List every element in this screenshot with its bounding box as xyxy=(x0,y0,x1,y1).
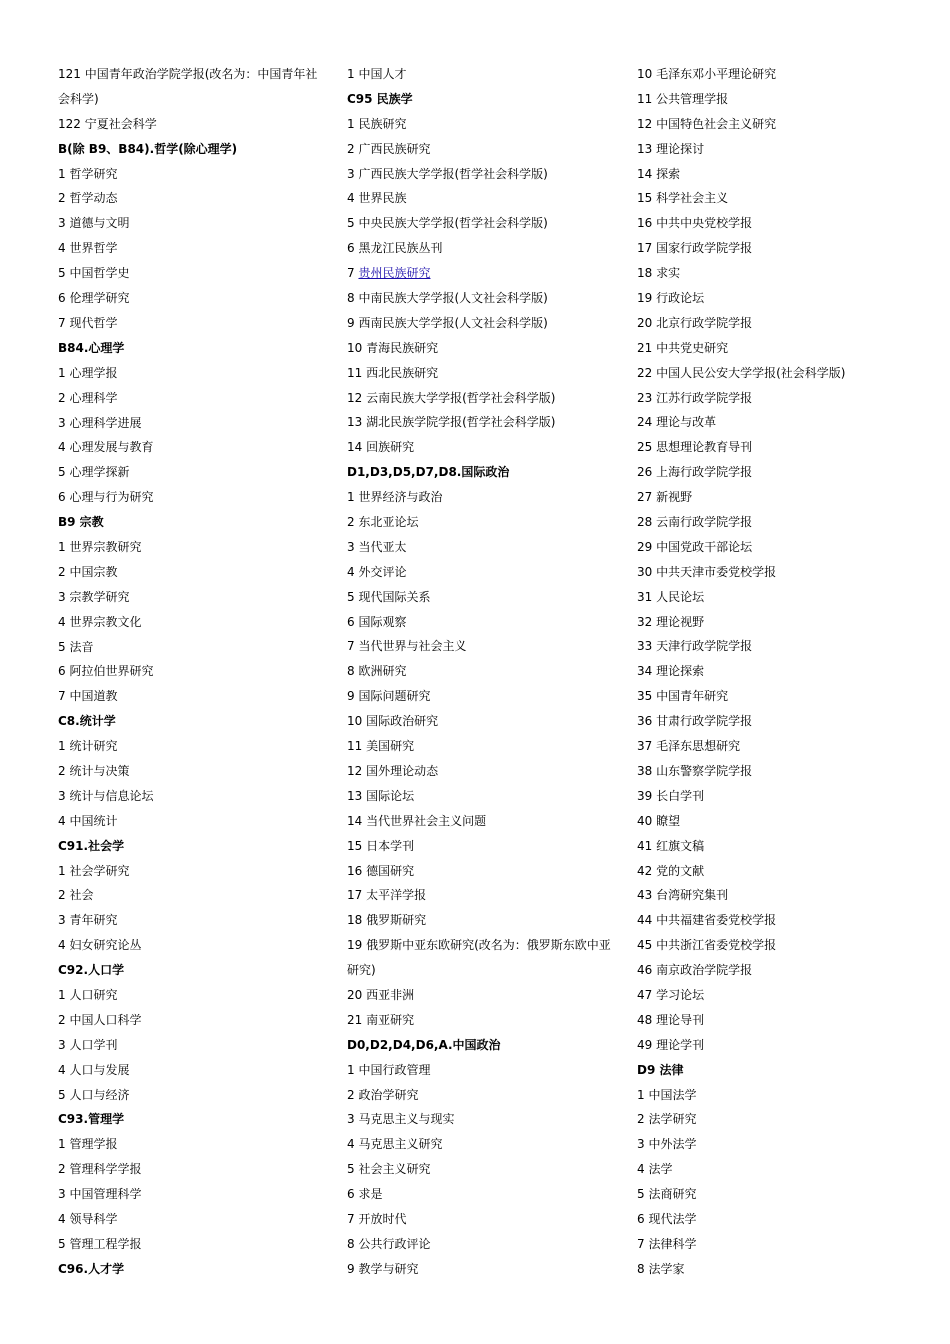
list-item: 2 中国人口科学 xyxy=(58,1012,142,1027)
list-item: 4 马克思主义研究 xyxy=(347,1137,443,1152)
list-item: 20 西亚非洲 xyxy=(347,987,415,1002)
list-item: 8 法学家 xyxy=(637,1261,685,1276)
list-item: 46 南京政治学院学报 xyxy=(637,963,753,978)
list-item: 13 湖北民族学院学报(哲学社会科学版) xyxy=(347,415,556,430)
list-item: 4 世界宗教文化 xyxy=(58,614,142,629)
list-item: 12 云南民族大学学报(哲学社会科学版) xyxy=(347,390,556,405)
list-item: 4 世界民族 xyxy=(347,191,407,206)
list-item: 40 瞭望 xyxy=(637,813,681,828)
list-item: 12 国外理论动态 xyxy=(347,763,439,778)
list-item: 8 中南民族大学学报(人文社会科学版) xyxy=(347,291,548,306)
list-item: 7 当代世界与社会主义 xyxy=(347,639,467,654)
list-item: 12 中国特色社会主义研究 xyxy=(637,116,777,131)
list-item: 39 长白学刊 xyxy=(637,788,705,803)
list-item: 31 人民论坛 xyxy=(637,589,705,604)
list-item: 27 新视野 xyxy=(637,490,693,505)
list-item: 16 德国研究 xyxy=(347,863,415,878)
list-item: 3 人口学刊 xyxy=(58,1037,118,1052)
list-item: 7 法律科学 xyxy=(637,1236,697,1251)
list-item: 15 科学社会主义 xyxy=(637,191,729,206)
list-item: 42 党的文献 xyxy=(637,863,705,878)
list-item: 28 云南行政学院学报 xyxy=(637,515,753,530)
list-item: 5 现代国际关系 xyxy=(347,589,431,604)
list-item: 5 法商研究 xyxy=(637,1187,697,1202)
list-item xyxy=(347,261,617,286)
list-item: 3 广西民族大学学报(哲学社会科学版) xyxy=(347,166,548,181)
list-item: 13 国际论坛 xyxy=(347,788,415,803)
list-item: 16 中共中央党校学报 xyxy=(637,216,753,231)
list-item: 9 西南民族大学学报(人文社会科学版) xyxy=(347,315,548,330)
list-item: 4 外交评论 xyxy=(347,564,407,579)
list-item: 3 宗教学研究 xyxy=(58,589,130,604)
list-item: 3 中国管理科学 xyxy=(58,1187,142,1202)
list-item: 1 统计研究 xyxy=(58,739,118,754)
list-item: 5 中国哲学史 xyxy=(58,266,130,281)
list-item: 3 心理科学进展 xyxy=(58,415,142,430)
section-heading: D1,D3,D5,D7,D8.国际政治 xyxy=(347,465,510,480)
list-item: 121 中国青年政治学院学报(改名为：中国青年社会科学) xyxy=(58,67,318,106)
list-item: 7 现代哲学 xyxy=(58,315,118,330)
list-item: 35 中国青年研究 xyxy=(637,689,729,704)
list-item: 6 求是 xyxy=(347,1187,383,1202)
list-item: 9 国际问题研究 xyxy=(347,689,431,704)
list-item: 3 青年研究 xyxy=(58,913,118,928)
list-item: 122 宁夏社会科学 xyxy=(58,116,157,131)
section-heading: C92.人口学 xyxy=(58,963,125,978)
section-heading: B(除 B9、B84).哲学(除心理学) xyxy=(58,141,238,156)
list-item: 2 中国宗教 xyxy=(58,564,118,579)
list-item: 11 西北民族研究 xyxy=(347,365,439,380)
list-item: 4 世界哲学 xyxy=(58,241,118,256)
list-item: 44 中共福建省委党校学报 xyxy=(637,913,777,928)
list-item: 19 俄罗斯中亚东欧研究(改名为：俄罗斯东欧中亚研究) xyxy=(347,938,611,978)
journal-link[interactable]: 贵州民族研究 xyxy=(358,266,431,281)
list-item: 18 求实 xyxy=(637,266,681,281)
list-item: 2 法学研究 xyxy=(637,1112,697,1127)
list-item: 18 俄罗斯研究 xyxy=(347,913,427,928)
section-heading: C91.社会学 xyxy=(58,838,125,853)
list-item: 8 公共行政评论 xyxy=(347,1236,431,1251)
list-item: 7 中国道教 xyxy=(58,689,118,704)
list-item: 2 哲学动态 xyxy=(58,191,118,206)
column-middle xyxy=(347,62,617,1282)
section-heading: C8.统计学 xyxy=(58,714,116,729)
list-item: 47 学习论坛 xyxy=(637,987,705,1002)
list-item: 5 人口与经济 xyxy=(58,1087,130,1102)
list-item: 45 中共浙江省委党校学报 xyxy=(637,938,777,953)
list-item: 33 天津行政学院学报 xyxy=(637,639,753,654)
list-item: 1 世界经济与政治 xyxy=(347,490,443,505)
list-item: 13 理论探讨 xyxy=(637,141,705,156)
list-item: 5 社会主义研究 xyxy=(347,1162,431,1177)
list-item: 5 法音 xyxy=(58,639,94,654)
list-item: 36 甘肃行政学院学报 xyxy=(637,714,753,729)
list-item: 3 中外法学 xyxy=(637,1137,697,1152)
list-item: 1 社会学研究 xyxy=(58,863,130,878)
list-item: 2 东北亚论坛 xyxy=(347,515,419,530)
list-item: 21 南亚研究 xyxy=(347,1012,415,1027)
section-heading: C95 民族学 xyxy=(347,91,413,106)
list-item: 15 日本学刊 xyxy=(347,838,415,853)
list-item: 4 法学 xyxy=(637,1162,673,1177)
list-item: 5 中央民族大学学报(哲学社会科学版) xyxy=(347,216,548,231)
section-heading: C93.管理学 xyxy=(58,1112,125,1127)
list-item: 5 心理学探新 xyxy=(58,465,130,480)
section-heading: B84.心理学 xyxy=(58,340,125,355)
list-item: 8 欧洲研究 xyxy=(347,664,407,679)
list-item: 17 太平洋学报 xyxy=(347,888,427,903)
list-item: 10 毛泽东邓小平理论研究 xyxy=(637,67,777,81)
list-item: 3 统计与信息论坛 xyxy=(58,788,154,803)
list-item: 7 开放时代 xyxy=(347,1212,407,1226)
section-heading: D0,D2,D4,D6,A.中国政治 xyxy=(347,1037,501,1052)
list-item: 41 红旗文稿 xyxy=(637,838,705,853)
list-item: 22 中国人民公安大学学报(社会科学版) xyxy=(637,365,846,380)
list-item: 11 公共管理学报 xyxy=(637,91,729,106)
list-item: 34 理论探索 xyxy=(637,664,705,679)
list-item: 4 中国统计 xyxy=(58,813,118,828)
list-item: 2 心理科学 xyxy=(58,390,118,405)
list-item: 3 当代亚太 xyxy=(347,539,407,554)
list-item: 1 哲学研究 xyxy=(58,166,118,181)
list-item: 2 政治学研究 xyxy=(347,1087,419,1102)
list-item: 43 台湾研究集刊 xyxy=(637,888,729,903)
list-item: 32 理论视野 xyxy=(637,614,705,629)
list-item: 1 中国法学 xyxy=(637,1087,697,1102)
list-item: 3 道德与文明 xyxy=(58,216,130,231)
list-item: 2 广西民族研究 xyxy=(347,141,431,156)
list-item: 48 理论导刊 xyxy=(637,1012,705,1027)
list-item: 4 领导科学 xyxy=(58,1212,118,1226)
list-item: 3 马克思主义与现实 xyxy=(347,1112,455,1127)
list-item: 26 上海行政学院学报 xyxy=(637,465,753,480)
list-item: 11 美国研究 xyxy=(347,739,415,754)
list-item: 2 统计与决策 xyxy=(58,763,130,778)
list-item: 29 中国党政干部论坛 xyxy=(637,539,753,554)
list-item: 6 阿拉伯世界研究 xyxy=(58,664,154,679)
list-item: 1 世界宗教研究 xyxy=(58,539,142,554)
list-item: 1 民族研究 xyxy=(347,116,407,131)
list-item: 24 理论与改革 xyxy=(637,415,717,430)
list-item: 1 人口研究 xyxy=(58,987,118,1002)
list-item: 6 黑龙江民族丛刊 xyxy=(347,241,443,256)
list-item: 2 管理科学学报 xyxy=(58,1162,142,1177)
column-left xyxy=(58,62,328,1282)
list-item: 6 心理与行为研究 xyxy=(58,490,154,505)
list-item: 10 国际政治研究 xyxy=(347,714,439,729)
list-item: 17 国家行政学院学报 xyxy=(637,241,753,256)
list-item: 6 现代法学 xyxy=(637,1211,697,1226)
section-heading: B9 宗教 xyxy=(58,515,104,530)
list-item: 4 人口与发展 xyxy=(58,1062,130,1077)
list-item: 20 北京行政学院学报 xyxy=(637,315,753,330)
section-heading: C96.人才学 xyxy=(58,1261,125,1276)
list-item: 49 理论学刊 xyxy=(637,1037,705,1052)
list-item: 14 当代世界社会主义问题 xyxy=(347,813,487,828)
list-item: 21 中共党史研究 xyxy=(637,340,729,355)
list-item: 4 妇女研究论丛 xyxy=(58,938,142,953)
list-item: 10 青海民族研究 xyxy=(347,340,439,355)
list-item: 4 心理发展与教育 xyxy=(58,440,154,455)
section-heading: D9 法律 xyxy=(637,1062,684,1077)
list-item: 6 伦理学研究 xyxy=(58,291,130,306)
list-item: 38 山东警察学院学报 xyxy=(637,763,753,778)
list-item: 19 行政论坛 xyxy=(637,291,705,306)
list-item: 14 探索 xyxy=(637,166,681,181)
list-item: 1 中国人才 xyxy=(347,67,407,81)
list-item: 30 中共天津市委党校学报 xyxy=(637,564,777,579)
list-item: 5 管理工程学报 xyxy=(58,1236,142,1251)
list-item: 9 教学与研究 xyxy=(347,1261,419,1276)
list-item: 1 心理学报 xyxy=(58,365,118,380)
list-item: 14 回族研究 xyxy=(347,440,415,455)
list-item-number: 7 xyxy=(347,266,359,281)
list-item: 23 江苏行政学院学报 xyxy=(637,390,753,405)
list-item: 1 中国行政管理 xyxy=(347,1062,431,1077)
list-item: 6 国际观察 xyxy=(347,614,407,629)
list-item: 1 管理学报 xyxy=(58,1137,118,1152)
list-item: 2 社会 xyxy=(58,888,94,903)
list-item: 37 毛泽东思想研究 xyxy=(637,739,741,754)
column-right xyxy=(637,62,937,1282)
list-item: 25 思想理论教育导刊 xyxy=(637,440,753,455)
